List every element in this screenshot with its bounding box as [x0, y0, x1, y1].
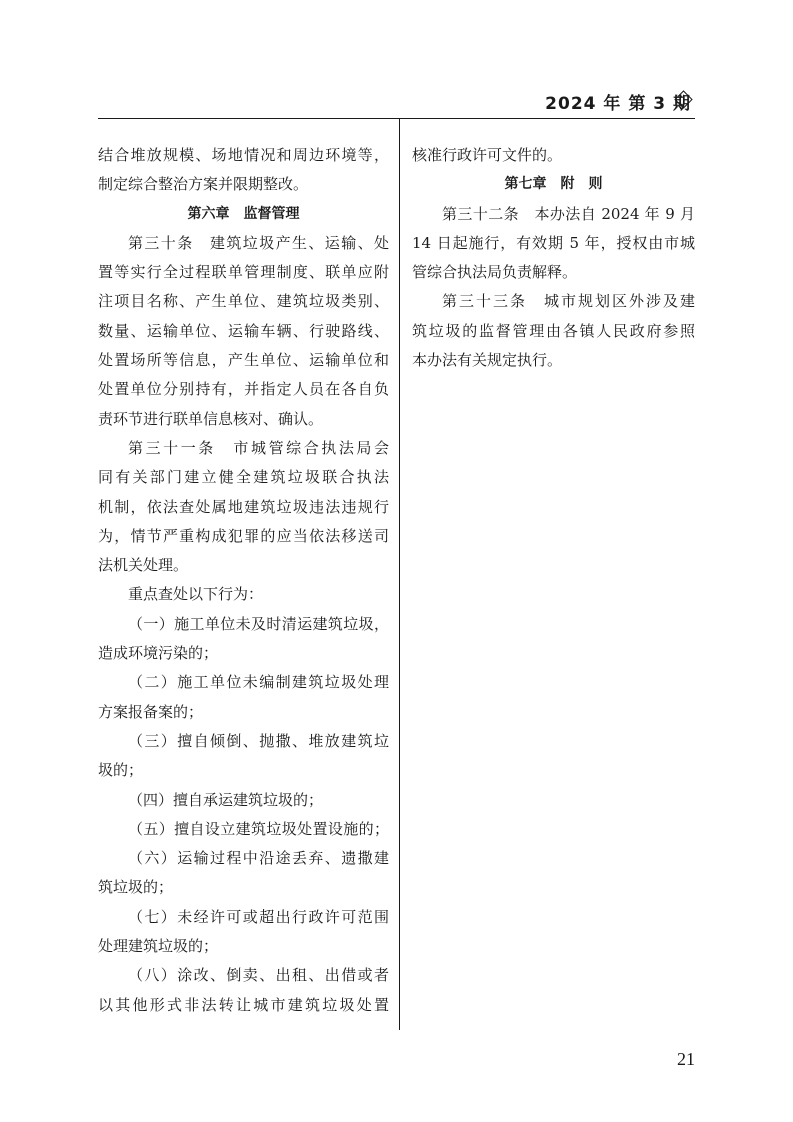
left-column: [98, 141, 389, 1020]
text-line: （八）涂改、倒卖、出租、出借或者: [128, 966, 389, 985]
text-line: 方案报备案的；: [98, 702, 204, 721]
text-line: 圾的；: [98, 761, 144, 780]
text-line: 筑垃圾的；: [98, 878, 174, 897]
text-line: （四）擅自承运建筑垃圾的；: [128, 790, 324, 809]
text-line: 结合堆放规模、场地情况和周边环境等，: [98, 146, 389, 164]
issue-label: 2024 年 第 3 期: [545, 94, 691, 114]
text-line: 机制，依法查处属地建筑垃圾违法违规行: [98, 497, 389, 516]
right-column: [412, 141, 695, 375]
text-line: 核准行政许可文件的。: [412, 146, 563, 164]
text-line: 处置场所等信息，产生单位、运输单位和: [98, 351, 389, 370]
text-line: （二）施工单位未编制建筑垃圾处理: [128, 673, 389, 692]
text-line: 重点查处以下行为：: [128, 585, 264, 604]
text-line: 置等实行全过程联单管理制度、联单应附: [98, 263, 389, 282]
chapter-heading: 第七章 附 则: [504, 176, 603, 193]
text-line: （三）擅自倾倒、抛撒、堆放建筑垃: [128, 731, 389, 750]
text-line: 为，情节严重构成犯罪的应当依法移送司: [98, 526, 389, 545]
text-line: 14 日起施行，有效期 5 年，授权由市城: [412, 233, 695, 252]
column-divider: [399, 118, 400, 1030]
text-line: （一）施工单位未及时清运建筑垃圾，: [128, 614, 389, 633]
chapter-heading: 第六章 监督管理: [187, 205, 300, 222]
text-line: 本办法有关规定执行。: [412, 351, 563, 370]
text-line: 责环节进行联单信息核对、确认。: [98, 409, 324, 428]
text-line: （六）运输过程中沿途丢弃、遗撒建: [128, 849, 389, 868]
text-line: 管综合执法局负责解释。: [412, 263, 578, 282]
text-line: 处理建筑垃圾的；: [98, 937, 219, 956]
text-line: 同有关部门建立健全建筑垃圾联合执法: [98, 468, 389, 487]
text-line: 造成环境污染的；: [98, 644, 219, 663]
text-line: 以其他形式非法转让城市建筑垃圾处置: [98, 995, 389, 1014]
text-line: 第三十一条 市城管综合执法局会: [128, 438, 389, 457]
text-line: 处置单位分别持有，并指定人员在各自负: [98, 380, 389, 399]
text-line: 数量、运输单位、运输车辆、行驶路线、: [98, 321, 389, 340]
text-line: 法机关处理。: [98, 556, 189, 575]
text-line: 第三十三条 城市规划区外涉及建: [442, 292, 695, 311]
text-line: （七）未经许可或超出行政许可范围: [128, 907, 389, 926]
text-line: 筑垃圾的监督管理由各镇人民政府参照: [412, 321, 695, 340]
text-line: 第三十条 建筑垃圾产生、运输、处: [128, 233, 389, 252]
page-number: 21: [677, 1049, 695, 1069]
text-line: （五）擅自设立建筑垃圾处置设施的；: [128, 819, 389, 838]
text-line: 制定综合整治方案并限期整改。: [98, 175, 309, 194]
text-line: 第三十二条 本办法自 2024 年 9 月: [442, 204, 695, 223]
header-rule: [98, 118, 695, 119]
text-line: 注项目名称、产生单位、建筑垃圾类别、: [98, 292, 389, 311]
